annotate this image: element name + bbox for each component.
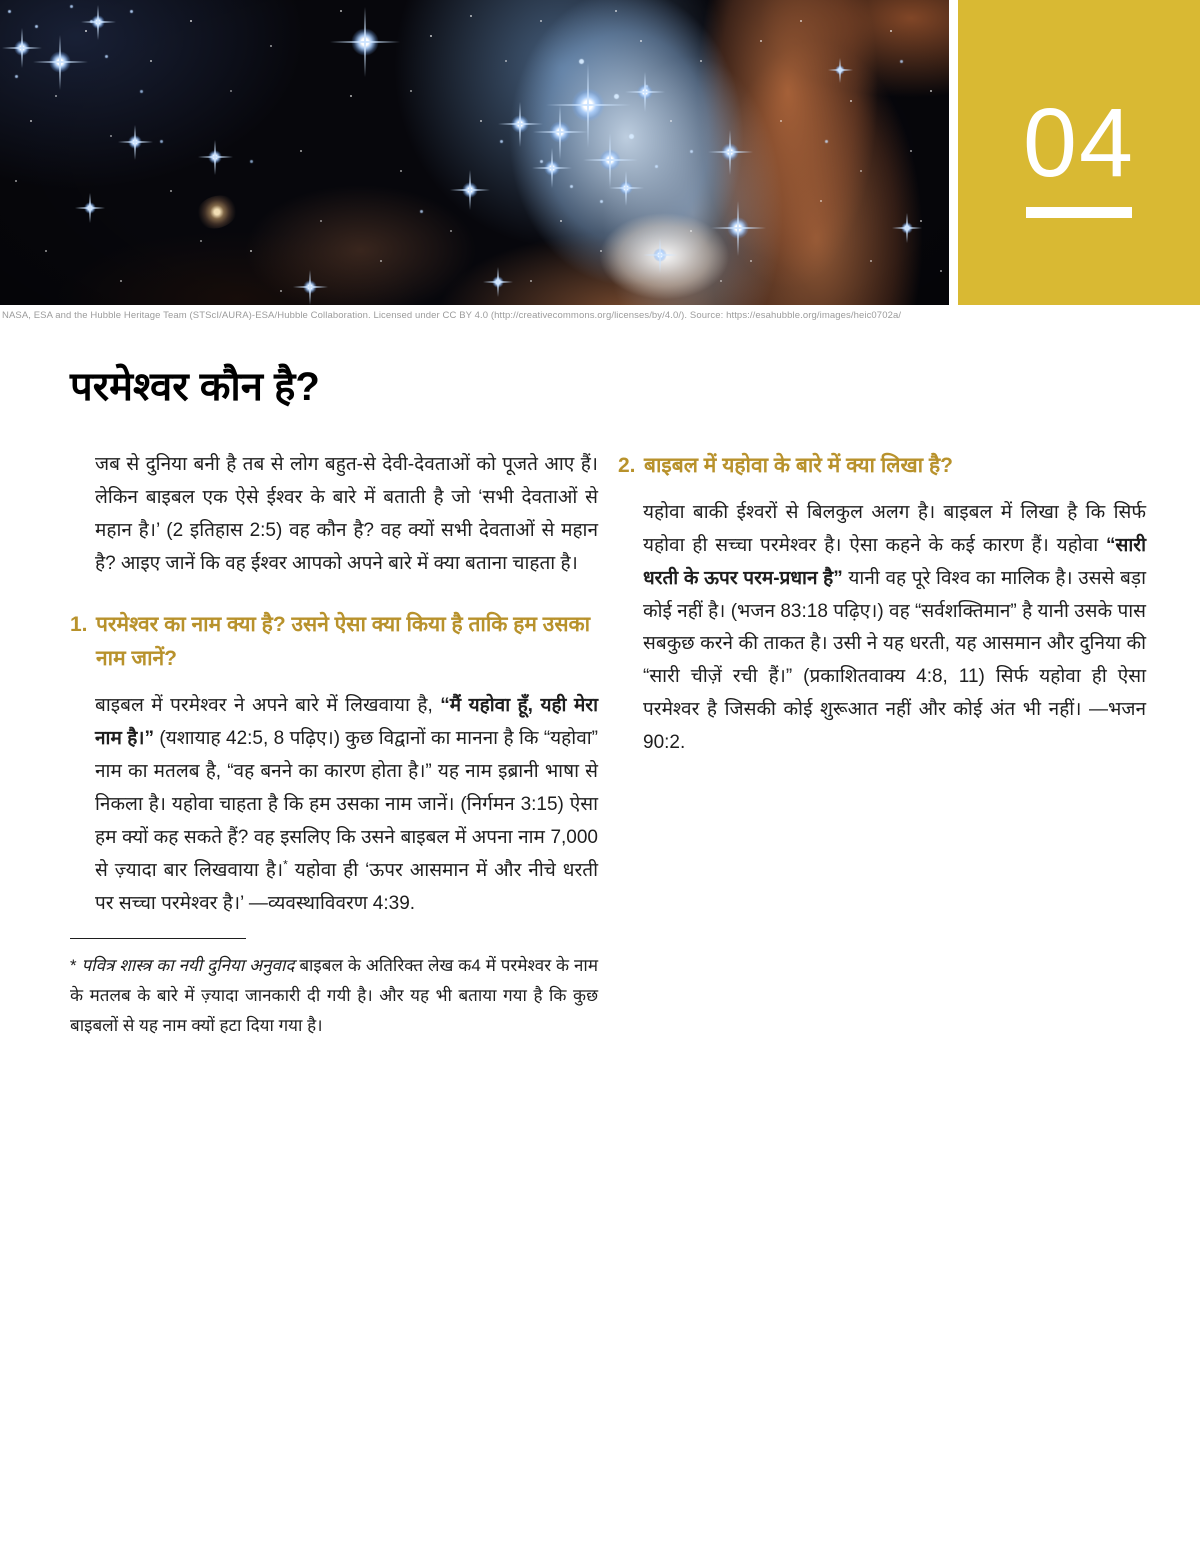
article bbox=[0, 361, 1200, 1041]
two-column-layout bbox=[70, 449, 1146, 1041]
question-2-heading bbox=[618, 449, 1146, 483]
bright-star bbox=[571, 88, 605, 122]
answer-1-quote-bold: “मैं यहोवा हूँ, यही मेरा नाम है।” bbox=[95, 695, 598, 750]
bright-star bbox=[49, 51, 71, 73]
answer-1-segment: बाइबल में परमेश्वर ने अपने बारे में लिखवाया है, bbox=[95, 695, 441, 717]
bright-star bbox=[549, 121, 571, 143]
bright-star bbox=[492, 276, 504, 288]
question-1-answer bbox=[70, 690, 598, 920]
footnote-asterisk: * bbox=[283, 857, 288, 872]
answer-1-segment: (यशायाह 42:5, 8 पढ़िए।) कुछ विद्वानों का मानना है कि “यहोवा” नाम का मतलब है, “वह बनने का कारण होता है।” यह नाम इब्रानी भाषा से निकला है। यहोवा चाहता है कि हम उसका नाम जानें। (निर्गमन 3:15) ऐसा हम क्यों कह सकते हैं? वह इसलिए कि उसने बाइबल में अपना नाम 7,000 से ज़्यादा बार लिखवाया है। bbox=[95, 728, 599, 881]
page-title: परमेश्वर कौन है? bbox=[70, 365, 320, 409]
bright-star bbox=[462, 182, 478, 198]
right-column bbox=[618, 449, 1146, 1041]
footnote-divider bbox=[70, 938, 246, 939]
bright-star bbox=[208, 150, 222, 164]
bright-star bbox=[619, 181, 633, 195]
question-2-number: 2. bbox=[618, 454, 636, 477]
chapter-underline bbox=[1026, 207, 1132, 218]
image-caption: NASA, ESA and the Hubble Heritage Team (STScI/AURA)-ESA/Hubble Collaboration. Licensed under CC BY 4.0 (http://creativecommons.org/licenses/by/4.0/). Source: https://esahubble.org/images/heic0702a/ bbox=[2, 310, 902, 321]
footnote-text bbox=[70, 951, 598, 1040]
footnote-publication-title: पवित्र शास्त्र का नयी दुनिया अनुवाद bbox=[81, 956, 295, 976]
bright-star bbox=[14, 40, 30, 56]
bright-star bbox=[91, 15, 105, 29]
bright-star bbox=[835, 65, 845, 75]
chapter-number: 04 bbox=[1023, 87, 1135, 197]
question-1-text: परमेश्वर का नाम क्या है? उसने ऐसा क्या किया है ताकि हम उसका नाम जानें? bbox=[96, 613, 591, 671]
question-1-number: 1. bbox=[70, 613, 88, 637]
question-2-text: बाइबल में यहोवा के बारे में क्या लिखा है? bbox=[644, 454, 953, 477]
left-column bbox=[70, 449, 598, 1041]
answer-1-segment: यहोवा ही ‘ऊपर आसमान में और नीचे धरती पर सच्चा परमेश्वर है।’ —व्यवस्थाविवरण 4:39. bbox=[95, 859, 598, 914]
bright-star bbox=[599, 149, 621, 171]
intro-paragraph: जब से दुनिया बनी है तब से लोग बहुत-से देवी-देवताओं को पूजते आए हैं। लेकिन बाइबल एक ऐसे ईश्वर के बारे में बताती है जो ‘सभी देवताओं से महान है।’ (2 इतिहास 2:5) वह कौन है? वह क्यों सभी देवताओं से महान है? आइए जानें कि वह ईश्वर आपको अपने बारे में क्या बताना चाहता है। bbox=[95, 454, 598, 574]
bright-star bbox=[84, 202, 96, 214]
bright-star bbox=[544, 160, 560, 176]
answer-2-quote-bold: “सारी धरती के ऊपर परम-प्रधान है” bbox=[643, 534, 1146, 589]
bright-star bbox=[303, 280, 317, 294]
bright-star bbox=[721, 143, 739, 161]
bright-star bbox=[511, 115, 529, 133]
answer-2-segment: यानी वह पूरे विश्व का मालिक है। उससे बड़ा कोई नहीं है। (भजन 83:18 पढ़िए।) वह “सर्वशक्तिमान” है यानी उसके पास सबकुछ करने की ताकत है। उसी ने यह धरती, यह आसमान और दुनिया की “सारी चीज़ें रची हैं।” (प्रकाशितवाक्य 4:8, 11) सिर्फ यहोवा ही ऐसा परमेश्वर है जिसकी कोई शुरूआत नहीं और कोई अंत भी नहीं। —भजन 90:2. bbox=[643, 567, 1146, 754]
hero-section bbox=[0, 0, 1200, 305]
starfield-blue bbox=[0, 0, 3, 3]
nebula-photo bbox=[0, 0, 949, 305]
bright-star bbox=[727, 217, 749, 239]
answer-2-segment: यहोवा बाकी ईश्वरों से बिलकुल अलग है। बाइबल में लिखा है कि सिर्फ यहोवा ही सच्चा परमेश्वर है। ऐसा कहने के कई कारण हैं। यहोवा bbox=[643, 502, 1146, 556]
bright-star bbox=[653, 248, 667, 262]
bright-star bbox=[637, 84, 653, 100]
question-1-heading bbox=[70, 608, 598, 676]
bright-star bbox=[901, 222, 913, 234]
bright-star bbox=[128, 135, 142, 149]
footnote-marker: * bbox=[70, 956, 82, 976]
question-2-answer bbox=[618, 497, 1146, 760]
spiral-galaxy bbox=[192, 190, 242, 233]
chapter-badge bbox=[958, 0, 1200, 305]
footnote-body: बाइबल के अतिरिक्त लेख क4 में परमेश्वर के नाम के मतलब के बारे में ज़्यादा जानकारी दी गयी है। और यह भी बताया गया है कि कुछ बाइबलों से यह नाम क्यों हटा दिया गया है। bbox=[70, 956, 598, 1035]
bright-star bbox=[351, 28, 379, 56]
